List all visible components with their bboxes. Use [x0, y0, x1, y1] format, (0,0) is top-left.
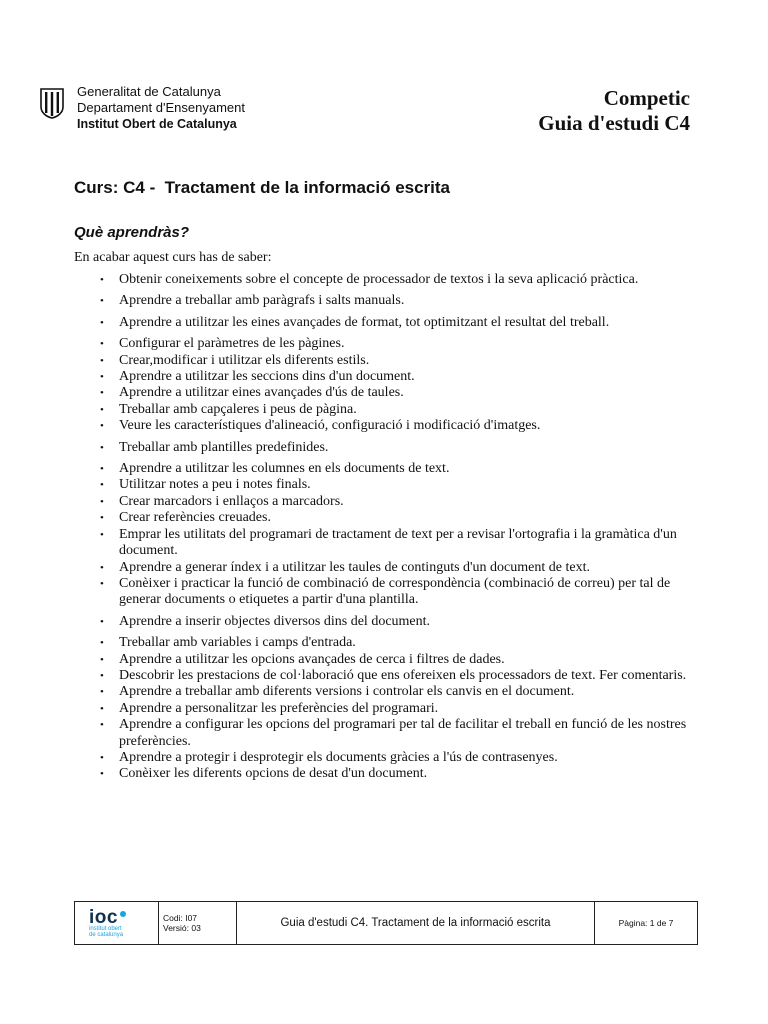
organization-block — [77, 84, 245, 132]
objectives-list — [100, 272, 700, 783]
footer-page-number: Pàgina: 1 de 7 — [618, 918, 674, 928]
list-item: • Aprendre a treballar amb paràgrafs i salts manuals. — [100, 293, 700, 309]
org-line-institute: Institut Obert de Catalunya — [77, 117, 237, 131]
list-item: • Crear referències creuades. — [100, 510, 700, 526]
ioc-logo-subtitle-1: institut obert — [89, 925, 122, 932]
ioc-logo-subtitle-2: de catalunya — [89, 931, 124, 938]
document-title-block — [538, 86, 690, 136]
list-item: • Conèixer i practicar la funció de combinació de correspondència (combinació de correu) per tal de generar documents o etiquetes a partir d'una plantilla. — [100, 576, 700, 609]
list-item: • Veure les característiques d'alineació, configuració i modificació d'imatges. — [100, 418, 700, 434]
list-item: • Treballar amb variables i camps d'entrada. — [100, 635, 700, 651]
list-item: • Conèixer les diferents opcions de desat d'un document. — [100, 766, 700, 782]
list-item: • Descobrir les prestacions de col·laboració que ens ofereixen els processadors de text. Fer comentaris. — [100, 668, 700, 684]
page-footer — [74, 901, 698, 945]
document-title-guide: Guia d'estudi C4 — [538, 111, 690, 135]
list-item: • Aprendre a utilitzar les eines avançades de format, tot optimitzant el resultat del treball. — [100, 315, 700, 331]
list-item: • Aprendre a utilitzar les opcions avançades de cerca i filtres de dades. — [100, 652, 700, 668]
list-item: • Aprendre a utilitzar les seccions dins d'un document. — [100, 369, 700, 385]
document-title-program: Competic — [603, 86, 690, 110]
course-title: Curs: C4 - Tractament de la informació escrita — [74, 178, 451, 197]
list-item: • Utilitzar notes a peu i notes finals. — [100, 477, 700, 493]
header-left — [38, 84, 245, 132]
section-heading: Què aprendràs? — [74, 224, 190, 241]
footer-code: Codi: I07 — [163, 913, 198, 923]
generalitat-emblem-icon — [38, 87, 66, 119]
list-item: • Treballar amb plantilles predefinides. — [100, 440, 700, 456]
list-item: • Aprendre a inserir objectes diversos dins del document. — [100, 614, 700, 630]
list-item: • Emprar les utilitats del programari de tractament de text per a revisar l'ortografia i la gramàtica d'un document. — [100, 527, 700, 560]
list-item: • Aprendre a treballar amb diferents versions i controlar els canvis en el document. — [100, 684, 700, 700]
list-item: • Aprendre a utilitzar eines avançades d'ús de taules. — [100, 385, 700, 401]
footer-title: Guia d'estudi C4. Tractament de la informació escrita — [237, 902, 595, 944]
list-item: • Aprendre a protegir i desprotegir els documents gràcies a l'ús de contrasenyes. — [100, 750, 700, 766]
ioc-logo-text: ioc — [89, 906, 118, 928]
list-item: • Treballar amb capçaleres i peus de pàgina. — [100, 402, 700, 418]
list-item: • Configurar el paràmetres de les pàgines. — [100, 336, 700, 352]
ioc-logo — [89, 906, 126, 938]
org-line-generalitat: Generalitat de Catalunya — [77, 84, 221, 99]
list-item: • Crear,modificar i utilitzar els diferents estils. — [100, 353, 700, 369]
footer-version: Versió: 03 — [163, 923, 201, 933]
section-intro: En acabar aquest curs has de saber: — [74, 250, 272, 265]
footer-code-cell — [159, 902, 237, 944]
list-item: • Aprendre a configurar les opcions del programari per tal de facilitar el treball en funció de les nostres preferències. — [100, 717, 700, 750]
list-item: • Aprendre a personalitzar les preferències del programari. — [100, 701, 700, 717]
list-item: • Aprendre a utilitzar les columnes en els documents de text. — [100, 461, 700, 477]
ioc-logo-dot-icon — [120, 911, 126, 917]
org-line-department: Departament d'Ensenyament — [77, 100, 245, 115]
list-item: • Crear marcadors i enllaços a marcadors. — [100, 494, 700, 510]
list-item: • Aprendre a generar índex i a utilitzar les taules de continguts d'un document de text. — [100, 560, 700, 576]
footer-logo-cell — [75, 902, 159, 944]
list-item: • Obtenir coneixements sobre el concepte de processador de textos i la seva aplicació pràctica. — [100, 272, 700, 288]
